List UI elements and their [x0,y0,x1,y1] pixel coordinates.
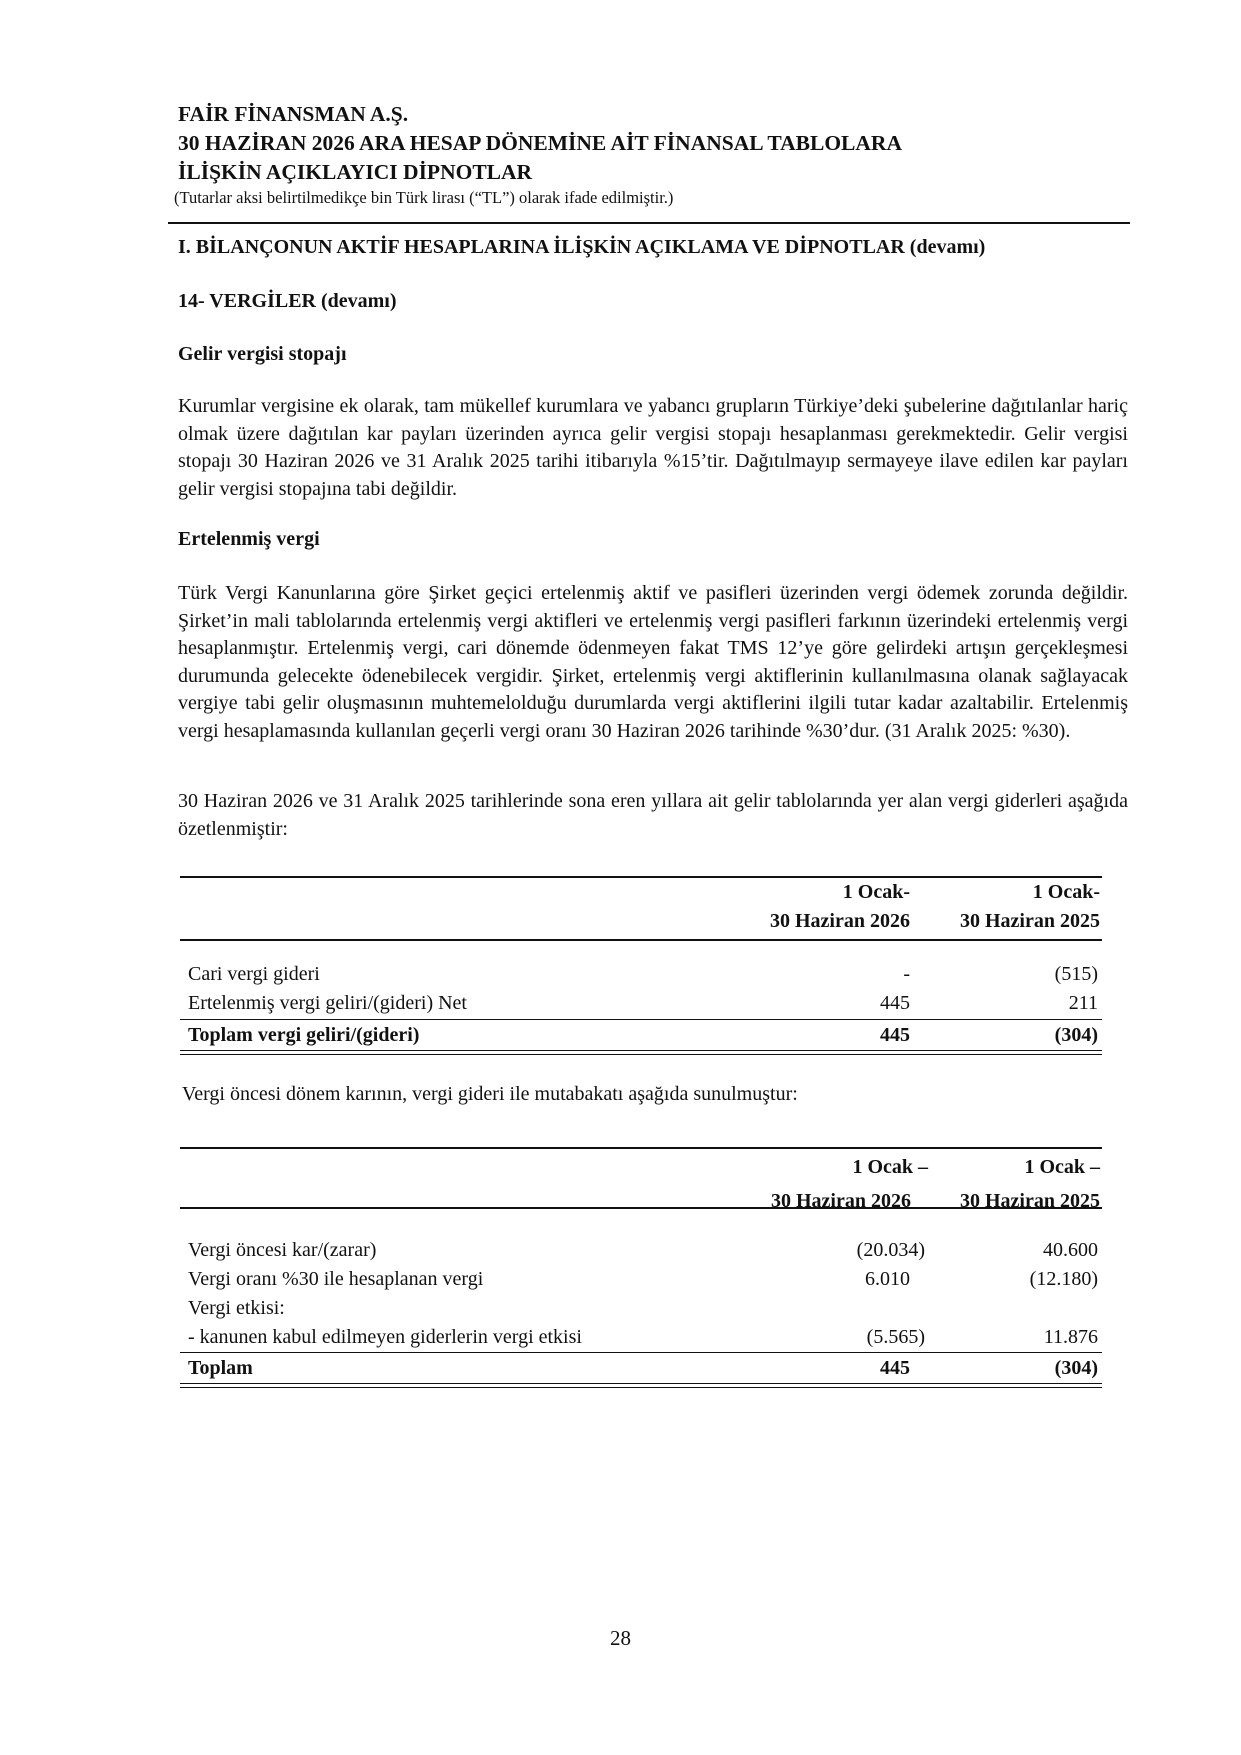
total-label: Toplam [188,1357,253,1379]
row-label: Cari vergi gideri [188,963,320,985]
report-title-line2: İLİŞKİN AÇIKLAYICI DİPNOTLAR [178,160,533,184]
table1-total-row [188,1021,1100,1050]
row-value-2026: - [903,963,910,985]
row-label: Vergi etkisi: [188,1297,285,1319]
company-name: FAİR FİNANSMAN A.Ş. [178,102,409,126]
table1-col2-header [900,878,1100,936]
table2-total-rule [180,1352,1102,1353]
table-row [188,960,1100,989]
table1-header-rule [180,939,1102,941]
total-value-2025: (304) [1054,1024,1098,1046]
table-row [188,1236,1100,1265]
reconciliation-text: Vergi öncesi dönem karının, vergi gideri ile mutabakatı aşağıda sunulmuştur: [182,1083,798,1105]
row-value-2026: (20.034) [856,1239,925,1261]
table1-col1-header [700,878,910,936]
total-value-2026: 445 [880,1357,910,1379]
row-value-2025: 211 [1068,992,1098,1014]
row-label: Ertelenmiş vergi geliri/(gideri) Net [188,992,467,1014]
table1-col2-header-line2: 30 Haziran 2025 [960,910,1100,932]
total-value-2026: 445 [880,1024,910,1046]
withholding-heading [178,343,1128,366]
table-row [188,1294,1100,1323]
deferred-intro-text: 30 Haziran 2026 ve 31 Aralık 2025 tarihlerinde sona eren yıllara ait gelir tablolarında yer alan vergi giderleri aşağıda özetlenmiştir: [178,790,1128,840]
total-value-2025: (304) [1054,1357,1098,1379]
document-header [174,100,1128,209]
table2-header-rule [180,1207,1102,1209]
table1-body [188,960,1100,1018]
table-row [188,989,1100,1018]
table-row [188,1323,1100,1352]
row-label: Vergi öncesi kar/(zarar) [188,1239,377,1261]
row-value-2025: (515) [1054,963,1098,985]
deferred-text: Türk Vergi Kanunlarına göre Şirket geçici ertelenmiş aktif ve pasifleri üzerinden vergi ödemek zorunda değildir. Şirket’in mali tablolarında ertelenmiş vergi aktifleri ve ertelenmiş vergi pasifleri farkının üzerindeki ertelenmiş vergi hesaplanmıştır. Ertelenmiş vergi, cari dönemde ödenmeyen fakat TMS 12’ye göre gelirdeki artışın gerçekleşmesi durumunda gelecekte ödenebilecek vergidir. Şirket, ertelenmiş vergi aktiflerinin kullanılmasına olanak sağlayacak vergiye tabi gelir oluşmasının muhtemelolduğu durumlarda vergi aktiflerini ilgili tutar kadar azaltabilir. Ertelenmiş vergi hesaplamasında kullanılan geçerli vergi oranı 30 Haziran 2026 tarihinde %30’dur. (31 Aralık 2025: %30). [178,582,1128,742]
table1-double-rule [180,1050,1102,1055]
withholding-title: Gelir vergisi stopajı [178,343,347,365]
row-value-2025: 11.876 [1043,1326,1098,1348]
withholding-text: Kurumlar vergisine ek olarak, tam mükellef kurumlara ve yabancı grupların Türkiye’deki şubelerine dağıtılanlar hariç olmak üzere dağıtılan kar payları üzerinden ayrıca gelir vergisi stopajı hesaplanması gerekmektedir. Gelir vergisi stopajı 30 Haziran 2026 ve 31 Aralık 2025 tarihi itibarıyla %15’tir. Dağıtılmayıp sermayeye ilave edilen kar payları gelir vergisi stopajına tabi değildir. [178,395,1128,500]
note-title: 14- VERGİLER (devamı) [178,290,397,312]
deferred-heading [178,528,1128,551]
report-title-line1: 30 HAZİRAN 2026 ARA HESAP DÖNEMİNE AİT FİNANSAL TABLOLARA [178,131,902,155]
row-value-2026: 6.010 [865,1268,910,1290]
total-label: Toplam vergi geliri/(gideri) [188,1024,420,1046]
row-value-2026: 445 [880,992,910,1014]
currency-note: (Tutarlar aksi belirtilmedikçe bin Türk lirası (“TL”) olarak ifade edilmiştir.) [174,188,674,207]
row-label: - kanunen kabul edilmeyen giderlerin vergi etkisi [188,1326,582,1348]
row-value-2025: 40.600 [1043,1239,1098,1261]
withholding-paragraph [178,393,1128,503]
row-label: Vergi oranı %30 ile hesaplanan vergi [188,1268,484,1290]
note-heading [178,290,1128,313]
table1-col1-header-line2: 30 Haziran 2026 [770,910,910,932]
table1-col2-header-line1: 1 Ocak- [1032,881,1100,903]
section-title: I. BİLANÇONUN AKTİF HESAPLARINA İLİŞKİN AÇIKLAMA VE DİPNOTLAR (devamı) [178,236,986,258]
table2-top-rule [180,1147,1102,1149]
table2-body [188,1236,1100,1352]
deferred-intro-paragraph [178,788,1128,843]
header-divider [168,222,1130,224]
table2-col2-header-line1: 1 Ocak – [1024,1156,1100,1178]
table2-col2-header-line2: 30 Haziran 2025 [960,1190,1100,1212]
reconciliation-paragraph [182,1081,1132,1109]
table2-col1-header-line2: 30 Haziran 2026 [771,1190,911,1212]
row-value-2025: (12.180) [1029,1268,1098,1290]
table1-total-rule [180,1019,1102,1020]
table2-col1-header-line1: 1 Ocak – [852,1156,928,1178]
table2-double-rule [180,1383,1102,1388]
deferred-title: Ertelenmiş vergi [178,528,320,550]
page-number: 28 [610,1626,631,1650]
row-value-2026: (5.565) [866,1326,925,1348]
section-heading [178,236,1128,259]
table1-col1-header-line1: 1 Ocak- [842,881,910,903]
deferred-paragraph [178,580,1128,745]
table2-total-row [188,1354,1100,1383]
table-row [188,1265,1100,1294]
